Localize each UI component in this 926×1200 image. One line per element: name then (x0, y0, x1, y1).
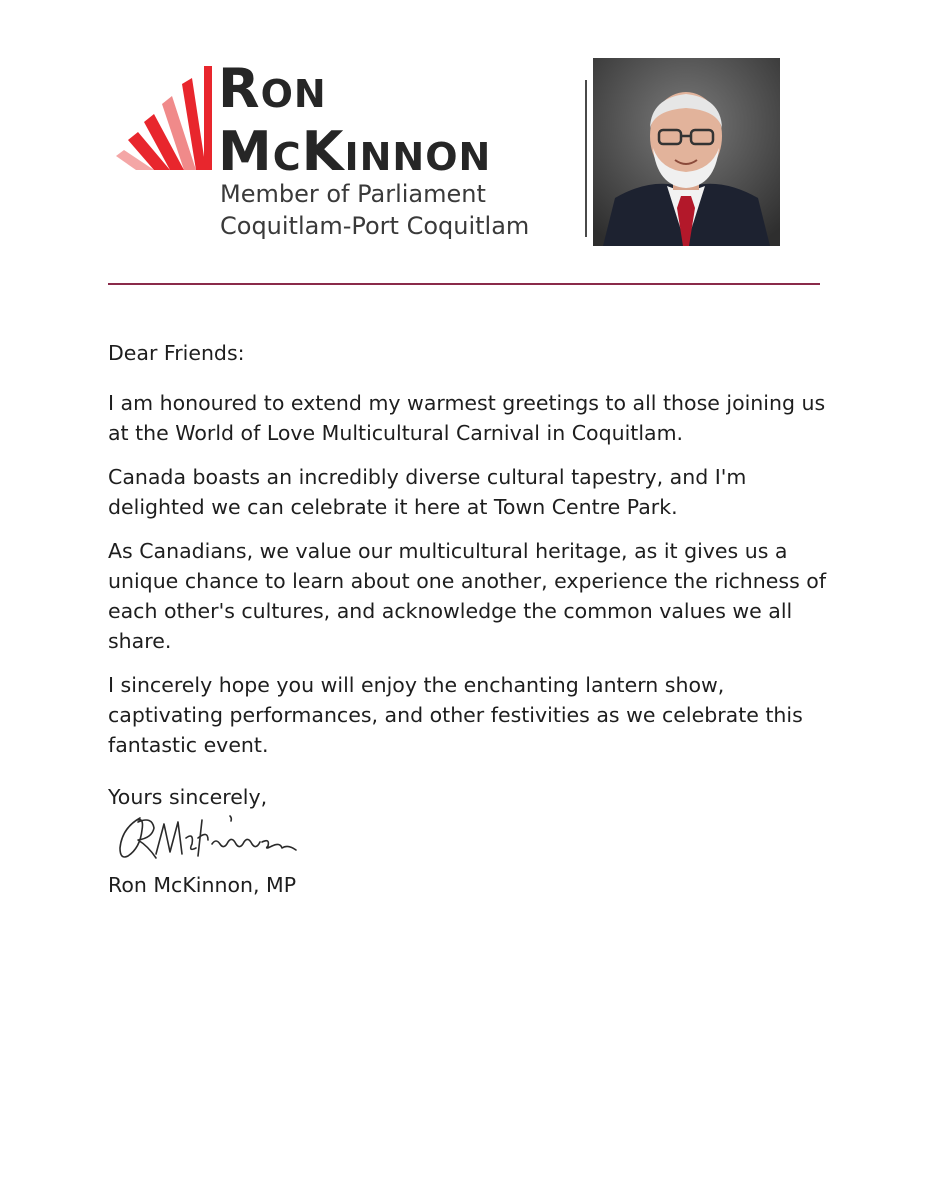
header-rule (108, 283, 820, 285)
red-fan-logo-icon (112, 62, 212, 174)
paragraph-diversity: Canada boasts an incredibly diverse cultural tapestry, and I'm delighted we can celebrate it here at Town Centre Park. (108, 465, 747, 519)
name-first-text: Ron (218, 57, 327, 120)
name-first (218, 57, 327, 120)
name-last-text: McKinnon (218, 120, 492, 183)
letterhead (0, 0, 926, 260)
signer-name: Ron McKinnon, MP (108, 873, 297, 897)
letter-body (108, 338, 828, 774)
name-last (218, 120, 492, 183)
handwritten-signature (112, 808, 312, 870)
closing: Yours sincerely, (108, 785, 268, 809)
riding-name: Coquitlam-Port Coquitlam (220, 212, 530, 240)
mp-title: Member of Parliament (220, 180, 486, 208)
paragraph-heritage: As Canadians, we value our multicultural heritage, as it gives us a unique chance to learn about one another, experience the richness of each other's cultures, and acknowledge the common values we all share. (108, 539, 827, 653)
paragraph-greeting: I am honoured to extend my warmest greetings to all those joining us at the World of Love Multicultural Carnival in Coquitlam. (108, 391, 826, 445)
mp-portrait-photo (593, 58, 780, 246)
paragraph-festivities: I sincerely hope you will enjoy the enchanting lantern show, captivating performances, and other festivities as we celebrate this fantastic event. (108, 673, 803, 757)
salutation: Dear Friends: (108, 341, 245, 365)
letterhead-divider (585, 80, 587, 237)
